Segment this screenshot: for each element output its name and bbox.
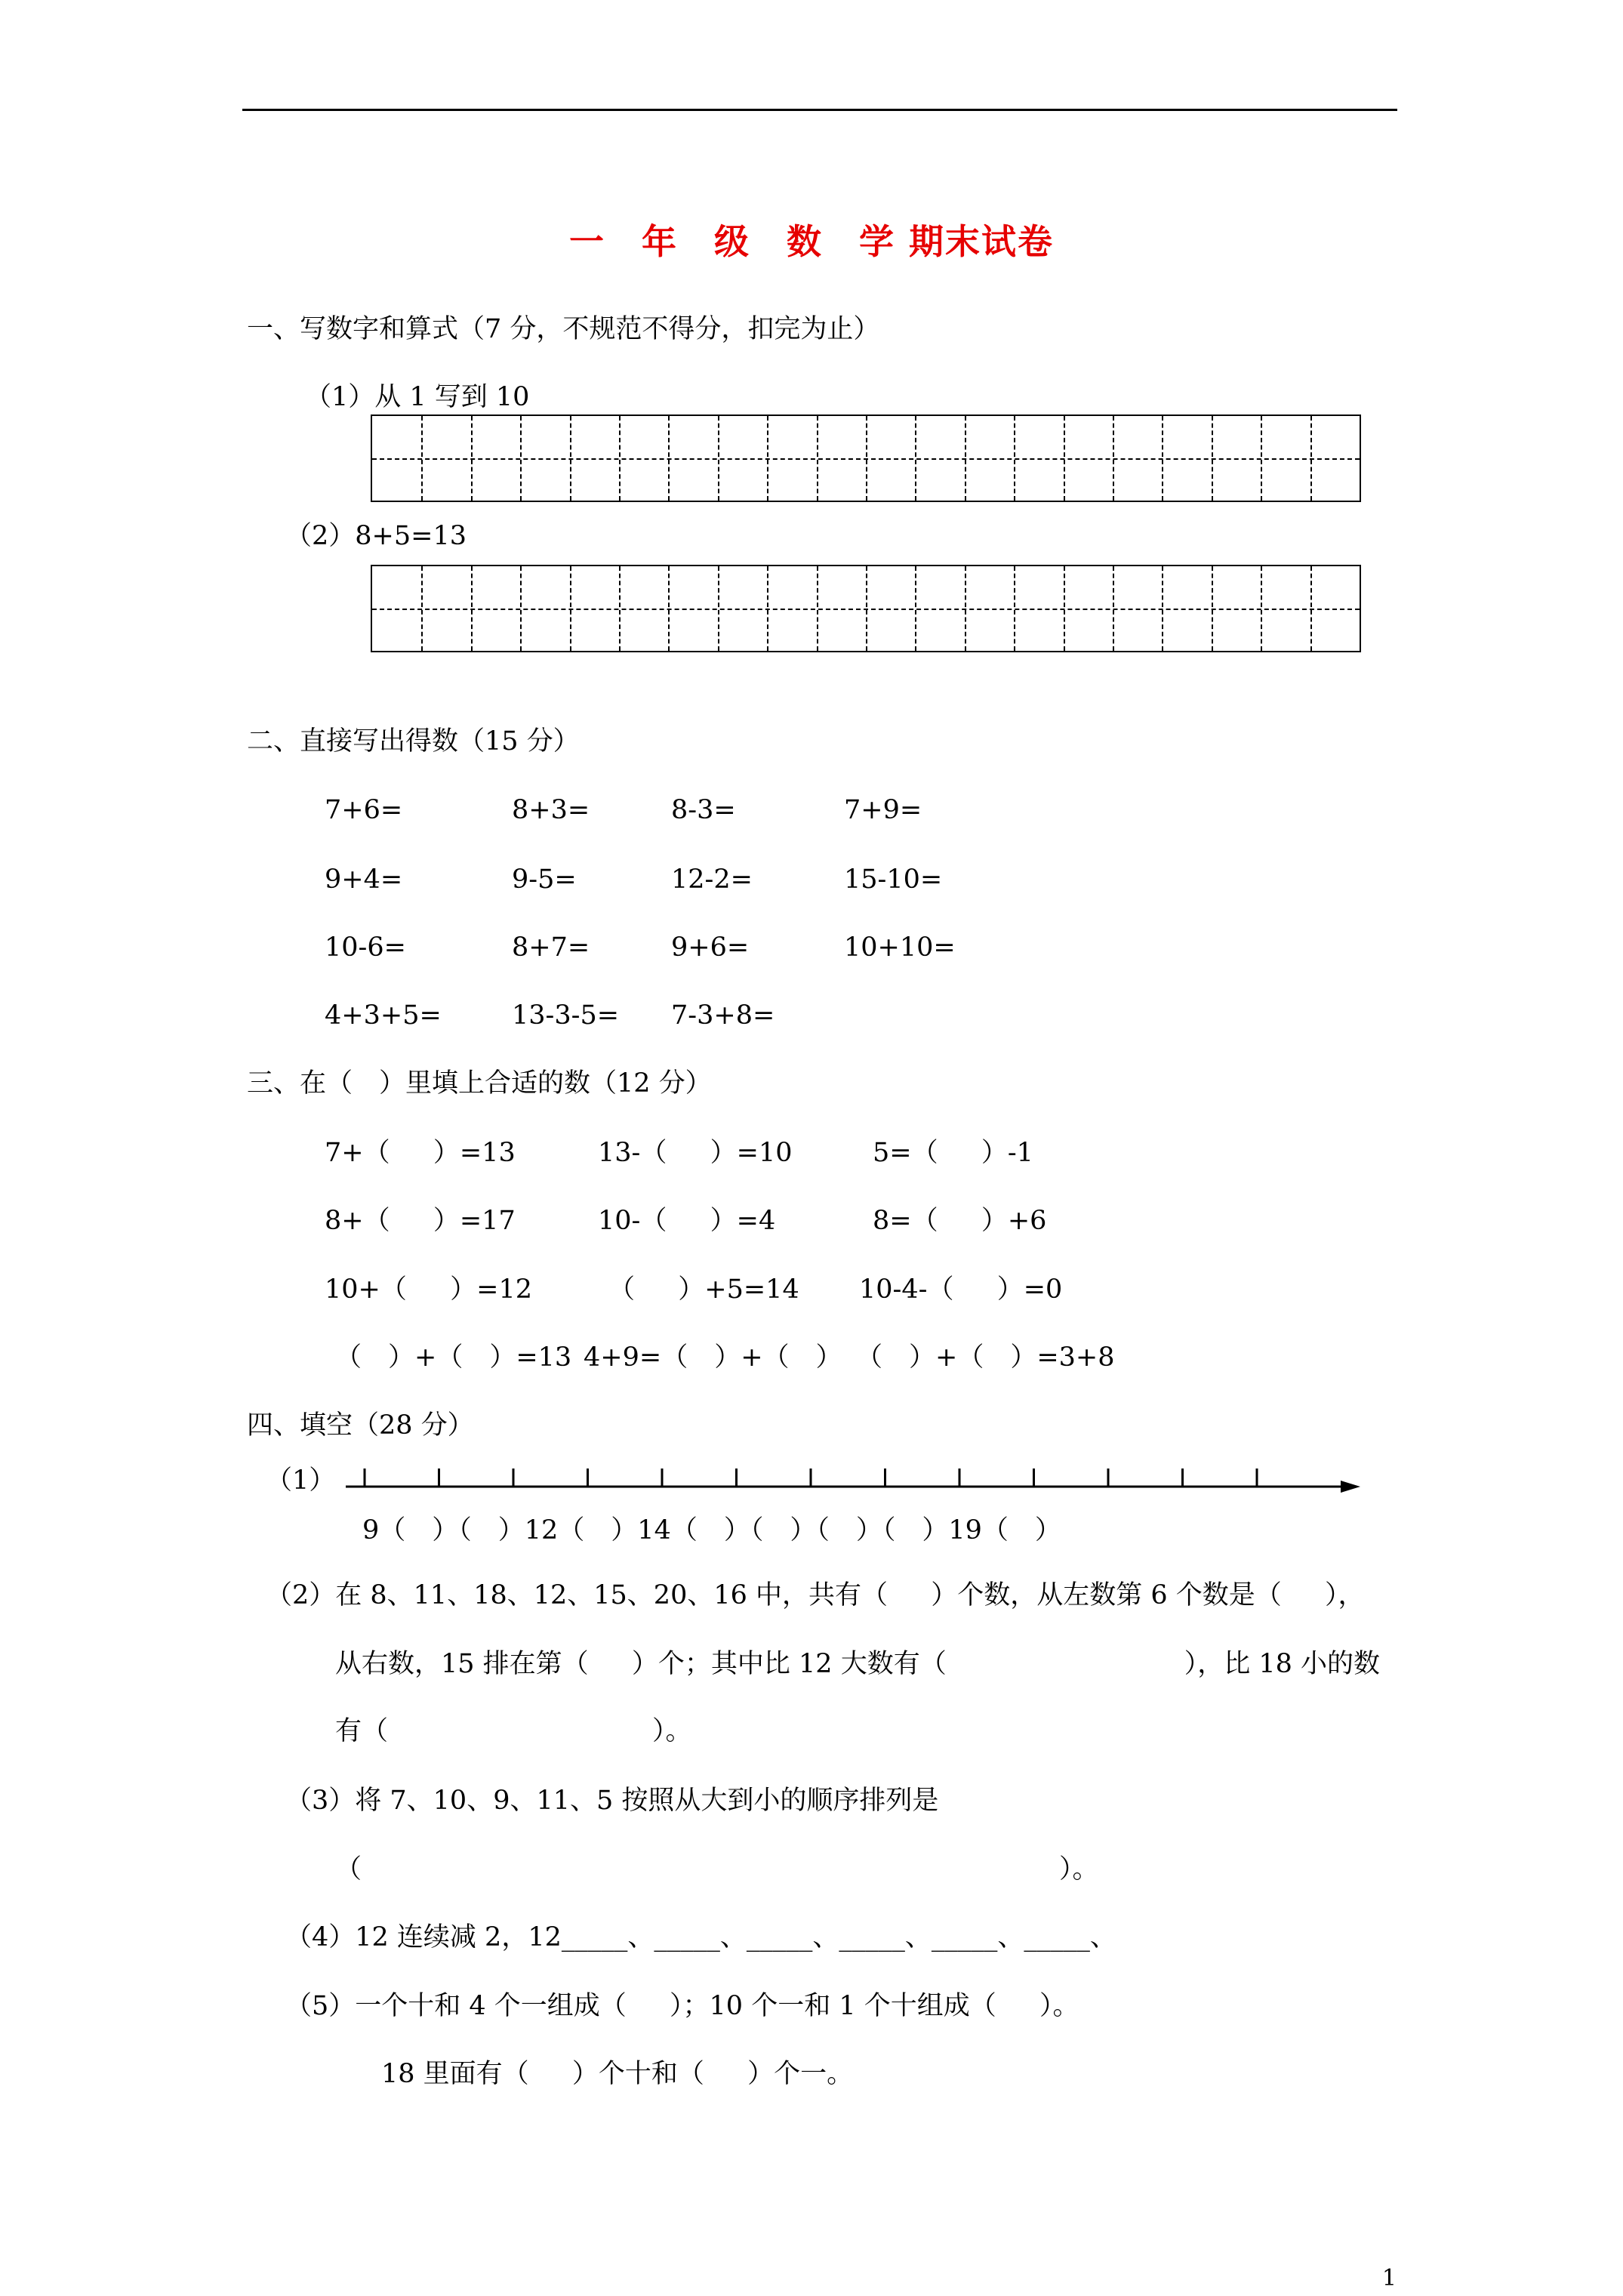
grid-column-line — [1014, 416, 1015, 501]
arith-item: 15-10= — [844, 864, 943, 895]
grid-column-line — [668, 416, 670, 501]
grid-column-line — [718, 566, 719, 651]
grid-column-line — [1212, 566, 1213, 651]
fill-blank-item[interactable]: 10-（ ）=4 — [598, 1206, 776, 1236]
number-line-arrow-icon — [1341, 1481, 1360, 1493]
section4-q1-label: （1） — [266, 1465, 336, 1496]
grid-column-line — [866, 566, 867, 651]
grid-column-line — [817, 416, 818, 501]
grid-column-line — [570, 566, 571, 651]
section2-heading: 二、直接写出得数（15 分） — [247, 726, 580, 757]
grid-column-line — [1064, 416, 1065, 501]
fill-blank-item[interactable]: 4+9=（ ）+（ ） — [584, 1342, 842, 1373]
fill-blank-item[interactable]: （ ）+（ ）=3+8 — [856, 1342, 1115, 1373]
grid-column-line — [866, 416, 867, 501]
grid-column-line — [668, 566, 670, 651]
grid-column-line — [520, 566, 522, 651]
arith-item: 12-2= — [671, 864, 753, 895]
section4-q3-open[interactable]: （ — [335, 1854, 362, 1885]
page-title: 一 年 级 数 学 期末试卷 — [568, 221, 1054, 262]
arith-item: 8+3= — [512, 795, 590, 825]
grid-column-line — [1064, 566, 1065, 651]
fill-blank-item[interactable]: 5=（ ）-1 — [873, 1138, 1033, 1168]
grid-column-line — [1212, 416, 1213, 501]
grid-column-line — [1113, 416, 1114, 501]
section4-heading: 四、填空（28 分） — [247, 1410, 474, 1441]
section4-q2-line2[interactable]: 从右数，15 排在第（ ）个；其中比 12 大数有（ ），比 18 小的数 — [335, 1649, 1380, 1679]
arith-item: 8+7= — [512, 932, 590, 963]
grid-column-line — [421, 566, 423, 651]
grid-column-line — [718, 416, 719, 501]
grid-column-line — [1162, 566, 1163, 651]
fill-blank-item[interactable]: （ ）+（ ）=13 — [335, 1342, 572, 1373]
section4-q2-line3[interactable]: 有（ ）。 — [335, 1716, 692, 1746]
grid-column-line — [520, 416, 522, 501]
arith-item: 10-6= — [325, 932, 406, 963]
arith-item: 7+9= — [844, 795, 922, 825]
section1-q1-label: （1）从 1 写到 10 — [305, 382, 530, 412]
grid-column-line — [1014, 566, 1015, 651]
grid-column-line — [619, 416, 621, 501]
writing-grid-2[interactable] — [371, 565, 1361, 652]
grid-column-line — [1310, 416, 1312, 501]
grid-column-line — [471, 416, 473, 501]
grid-column-line — [1261, 566, 1262, 651]
fill-blank-item[interactable]: 7+（ ）=13 — [325, 1138, 516, 1168]
section3-heading: 三、在（ ）里填上合适的数（12 分） — [247, 1068, 712, 1099]
grid-column-line — [915, 566, 916, 651]
section4-q3-line1: （3）将 7、10、9、11、5 按照从大到小的顺序排列是 — [285, 1786, 939, 1816]
grid-column-line — [767, 566, 768, 651]
grid-column-line — [570, 416, 571, 501]
fill-blank-item[interactable]: 10-4-（ ）=0 — [859, 1274, 1063, 1305]
fill-blank-item[interactable]: 10+（ ）=12 — [325, 1274, 532, 1305]
number-line — [340, 1453, 1366, 1506]
number-line-labels[interactable]: 9（ ）（ ）12（ ）14（ ）（ ）（ ）（ ）19（ ） — [362, 1515, 1061, 1546]
grid-column-line — [421, 416, 423, 501]
fill-blank-item[interactable]: 8=（ ）+6 — [873, 1206, 1047, 1236]
section1-q2-label: （2）8+5=13 — [285, 521, 467, 551]
arith-item: 9+4= — [325, 864, 403, 895]
grid-column-line — [767, 416, 768, 501]
grid-column-line — [1162, 416, 1163, 501]
page-number: 1 — [1381, 2265, 1397, 2291]
arith-item: 10+10= — [844, 932, 956, 963]
writing-grid-1[interactable] — [371, 415, 1361, 502]
grid-column-line — [1113, 566, 1114, 651]
grid-column-line — [915, 416, 916, 501]
section4-q4[interactable]: （4）12 连续减 2，12_____、_____、_____、_____、_____、_____、 — [285, 1922, 1116, 1952]
fill-blank-item[interactable]: （ ）+5=14 — [608, 1274, 799, 1305]
section4-q2-line1[interactable]: （2）在 8、11、18、12、15、20、16 中，共有（ ）个数，从左数第 6 个数是（ ）， — [266, 1580, 1365, 1610]
fill-blank-item[interactable]: 13-（ ）=10 — [598, 1138, 793, 1168]
arith-item: 4+3+5= — [325, 1000, 442, 1031]
section1-heading: 一、写数字和算式（7 分，不规范不得分，扣完为止） — [247, 314, 880, 344]
section4-q5-line2[interactable]: 18 里面有（ ）个十和（ ）个一。 — [381, 2059, 854, 2089]
arith-item: 7-3+8= — [671, 1000, 775, 1031]
section4-q3-close: ）。 — [1059, 1854, 1099, 1885]
arith-item: 9+6= — [671, 932, 750, 963]
grid-column-line — [619, 566, 621, 651]
grid-column-line — [1261, 416, 1262, 501]
grid-column-line — [965, 566, 966, 651]
arith-item: 7+6= — [325, 795, 403, 825]
header-rule — [242, 109, 1397, 111]
section4-q5-line1[interactable]: （5）一个十和 4 个一组成（ ）；10 个一和 1 个十组成（ ）。 — [285, 1991, 1079, 2021]
grid-column-line — [817, 566, 818, 651]
grid-column-line — [471, 566, 473, 651]
arith-item: 13-3-5= — [512, 1000, 620, 1031]
arith-item: 9-5= — [512, 864, 577, 895]
grid-column-line — [965, 416, 966, 501]
arith-item: 8-3= — [671, 795, 736, 825]
fill-blank-item[interactable]: 8+（ ）=17 — [325, 1206, 516, 1236]
grid-column-line — [1310, 566, 1312, 651]
